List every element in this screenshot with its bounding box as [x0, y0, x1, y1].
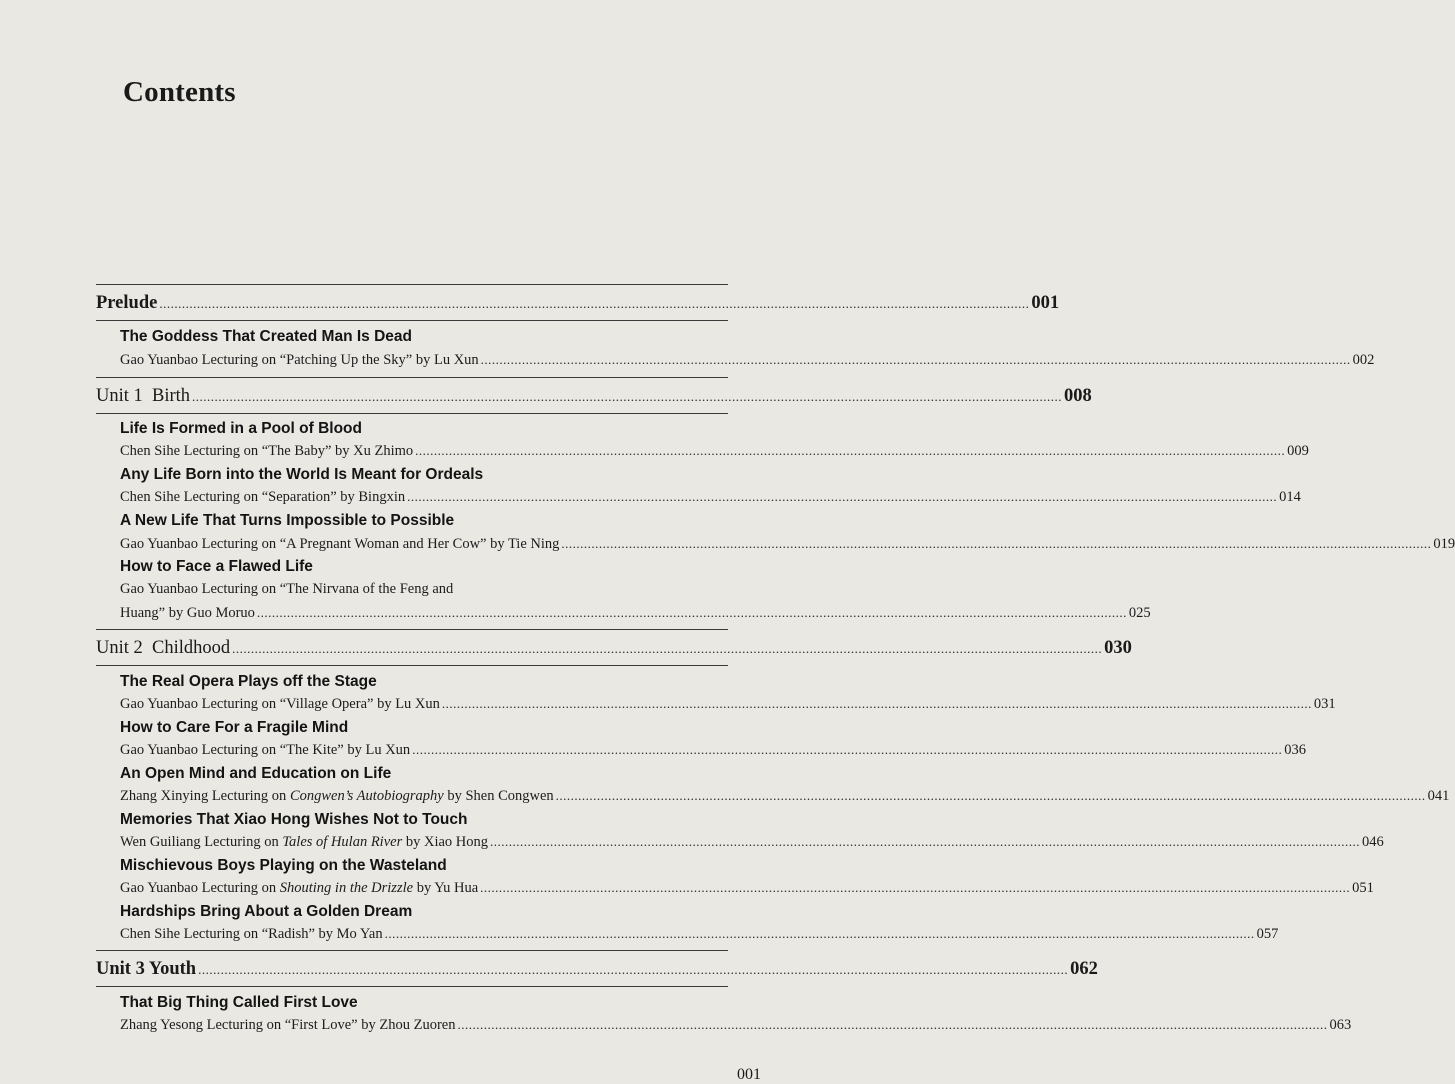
- chapter-entry[interactable]: [120, 880, 1374, 897]
- leader-dots: ........................................................................................................................................................................................................................................: [480, 880, 1351, 895]
- leader-dots: ........................................................................................................................................................................................................................................: [457, 1017, 1328, 1032]
- divider: [96, 629, 728, 630]
- work-title: Tales of Hulan River: [282, 834, 403, 850]
- chapter-heading[interactable]: A New Life That Turns Impossible to Possible: [120, 512, 455, 529]
- entry-page-number: 041: [1427, 788, 1450, 804]
- chapter-heading[interactable]: Any Life Born into the World Is Meant for Ordeals: [120, 466, 484, 483]
- chapter-entry[interactable]: [120, 605, 1151, 622]
- work-title: Shouting in the Drizzle: [279, 880, 414, 896]
- chapter-heading[interactable]: An Open Mind and Education on Life: [120, 765, 392, 782]
- unit-row-prelude[interactable]: [96, 286, 1060, 320]
- chapter-entry[interactable]: [120, 443, 1309, 460]
- entry-page-number: 046: [1362, 834, 1384, 850]
- chapter-entry[interactable]: [120, 1017, 1352, 1034]
- chapter-heading[interactable]: Life Is Formed in a Pool of Blood: [120, 420, 362, 437]
- leader-dots: ........................................................................................................................................................................................................................................: [490, 834, 1361, 849]
- entry-page-number: 002: [1352, 352, 1375, 368]
- leader-dots: ........................................................................................................................................................................................................................................: [256, 605, 1127, 620]
- entry-text: Chen Sihe Lecturing on “The Baby” by Xu Zhimo: [120, 443, 414, 459]
- entry-text: Gao Yuanbao Lecturing on “Village Opera” by Lu Xun: [120, 696, 440, 712]
- chapter-entry[interactable]: [120, 696, 1336, 713]
- chapter-entry[interactable]: [120, 489, 1301, 506]
- unit-label: Unit 3 Youth: [96, 958, 197, 979]
- entry-text: Zhang Yesong Lecturing on “First Love” by Zhou Zuoren: [120, 1017, 456, 1033]
- chapter-entry[interactable]: [120, 352, 1375, 369]
- leader-dots: ........................................................................................................................................................................................................................................: [480, 352, 1351, 367]
- entry-page-number: 057: [1256, 926, 1279, 942]
- leader-dots: ........................................................................................................................................................................................................................................: [412, 742, 1283, 757]
- entry-page-number: 031: [1313, 696, 1336, 712]
- entry-text: [120, 788, 554, 805]
- unit-row-birth[interactable]: [96, 379, 1092, 413]
- work-title: Congwen’s Autobiography: [289, 788, 444, 804]
- chapter-heading[interactable]: How to Face a Flawed Life: [120, 558, 313, 575]
- entry-text-post: by Yu Hua: [413, 880, 479, 896]
- page-number: 001: [737, 1066, 761, 1083]
- chapter-entry[interactable]: [120, 742, 1306, 759]
- divider: [96, 320, 728, 321]
- divider: [96, 413, 728, 414]
- leader-dots: ........................................................................................................................................................................................................................................: [415, 443, 1286, 458]
- entry-text: [120, 880, 478, 897]
- entry-text: Huang” by Guo Moruo: [120, 605, 255, 621]
- leader-dots: ........................................................................................................................................................................................................................................: [407, 489, 1278, 504]
- chapter-entry[interactable]: [120, 788, 1450, 805]
- entry-text-post: by Xiao Hong: [402, 834, 489, 850]
- chapter-entry[interactable]: [120, 834, 1384, 851]
- unit-row-youth[interactable]: [96, 952, 1098, 986]
- entry-text: Chen Sihe Lecturing on “Radish” by Mo Yan: [120, 926, 383, 942]
- chapter-entry-line1[interactable]: Gao Yuanbao Lecturing on “The Nirvana of the Feng and: [120, 581, 454, 597]
- chapter-heading[interactable]: Memories That Xiao Hong Wishes Not to Touch: [120, 811, 468, 828]
- divider: [96, 284, 728, 285]
- entry-page-number: 014: [1279, 489, 1301, 505]
- chapter-heading[interactable]: How to Care For a Fragile Mind: [120, 719, 349, 736]
- entry-text: Chen Sihe Lecturing on “Separation” by Bingxin: [120, 489, 406, 505]
- unit-page-number: 062: [1070, 958, 1098, 979]
- unit-label: Unit 2 Childhood: [96, 637, 231, 658]
- entry-text-post: by Shen Congwen: [443, 788, 554, 804]
- entry-page-number: 019: [1433, 536, 1455, 552]
- chapter-heading[interactable]: That Big Thing Called First Love: [120, 994, 358, 1011]
- leader-dots: ........................................................................................................................................................................................................................................: [561, 536, 1432, 551]
- unit-row-childhood[interactable]: [96, 631, 1132, 665]
- entry-text-pre: Zhang Xinying Lecturing on: [120, 788, 290, 804]
- leader-dots: ........................................................................................................................................................................................................................................: [159, 295, 1030, 311]
- divider: [96, 377, 728, 378]
- entry-page-number: 051: [1352, 880, 1374, 896]
- leader-dots: ........................................................................................................................................................................................................................................: [441, 696, 1312, 711]
- unit-label: Prelude: [96, 292, 158, 313]
- divider: [96, 950, 728, 951]
- entry-text-pre: Gao Yuanbao Lecturing on: [120, 880, 280, 896]
- entry-text: Gao Yuanbao Lecturing on “The Kite” by Lu Xun: [120, 742, 411, 758]
- chapter-heading[interactable]: Mischievous Boys Playing on the Wasteland: [120, 857, 447, 874]
- leader-dots: ........................................................................................................................................................................................................................................: [384, 926, 1255, 941]
- chapter-entry[interactable]: [120, 536, 1455, 553]
- unit-page-number: 008: [1064, 385, 1092, 406]
- chapter-heading[interactable]: The Goddess That Created Man Is Dead: [120, 328, 412, 345]
- entry-page-number: 036: [1284, 742, 1306, 758]
- page-title: Contents: [123, 76, 236, 108]
- chapter-heading[interactable]: Hardships Bring About a Golden Dream: [120, 903, 413, 920]
- leader-dots: ........................................................................................................................................................................................................................................: [192, 388, 1063, 404]
- entry-text-pre: Wen Guiliang Lecturing on: [120, 834, 283, 850]
- chapter-heading[interactable]: The Real Opera Plays off the Stage: [120, 673, 377, 690]
- entry-page-number: 025: [1128, 605, 1151, 621]
- leader-dots: ........................................................................................................................................................................................................................................: [555, 788, 1426, 803]
- leader-dots: ........................................................................................................................................................................................................................................: [198, 961, 1069, 977]
- divider: [96, 665, 728, 666]
- divider: [96, 986, 728, 987]
- entry-page-number: 009: [1287, 443, 1309, 459]
- entry-text: [120, 834, 488, 851]
- entry-page-number: 063: [1329, 1017, 1352, 1033]
- unit-label: Unit 1 Birth: [96, 385, 191, 406]
- leader-dots: ........................................................................................................................................................................................................................................: [232, 640, 1103, 656]
- entry-text: Gao Yuanbao Lecturing on “Patching Up the Sky” by Lu Xun: [120, 352, 479, 368]
- entry-text: Gao Yuanbao Lecturing on “A Pregnant Woman and Her Cow” by Tie Ning: [120, 536, 560, 552]
- unit-page-number: 001: [1031, 292, 1060, 313]
- chapter-entry[interactable]: [120, 926, 1279, 943]
- unit-page-number: 030: [1104, 637, 1132, 658]
